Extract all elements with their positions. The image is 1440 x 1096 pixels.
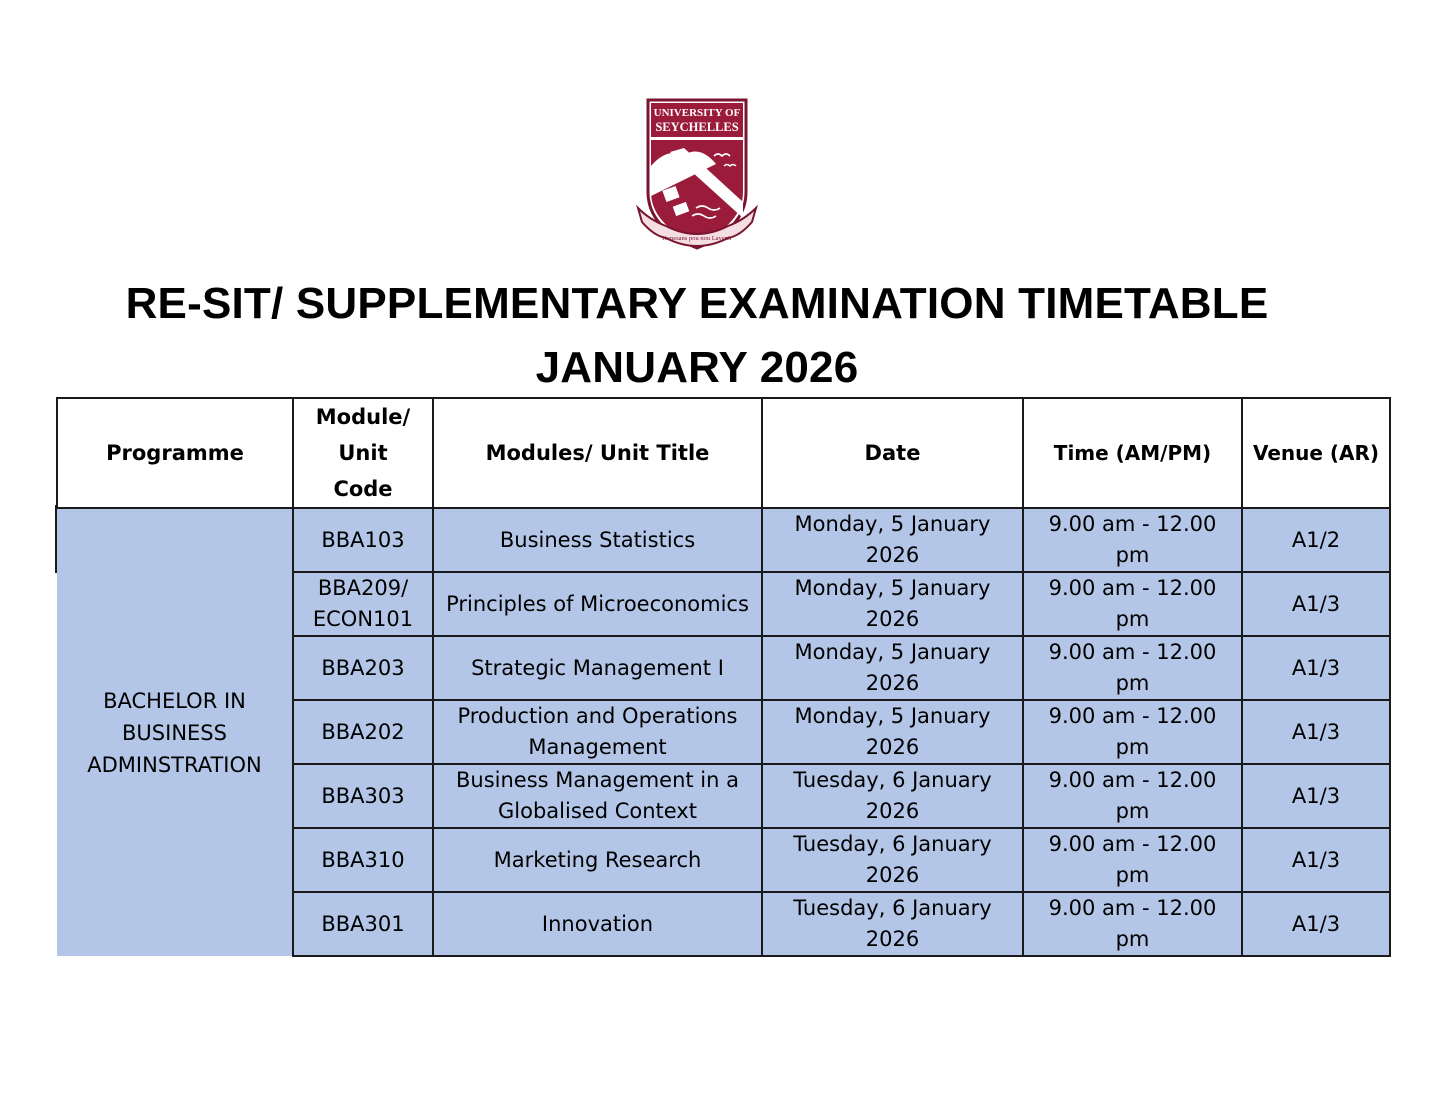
date-line-2: 2026 (865, 927, 920, 951)
programme-line-3: ADMINSTRATION (87, 752, 262, 777)
date-line-1: Tuesday, 6 January (793, 832, 992, 856)
code-line-1: BBA203 (321, 655, 405, 680)
date-line-1: Tuesday, 6 January (793, 896, 992, 920)
title-cell (433, 700, 762, 764)
venue-cell: A1/3 (1242, 764, 1390, 828)
programme-line-2: BUSINESS (122, 720, 227, 745)
time-cell (1023, 572, 1242, 636)
code-line-1: BBA209/ (317, 576, 409, 600)
date-line-1: Monday, 5 January (794, 576, 991, 600)
code-cell (293, 892, 433, 956)
title-cell (433, 764, 762, 828)
date-line-2: 2026 (865, 671, 920, 695)
programme-line-1: BACHELOR IN (103, 688, 246, 713)
header-programme: Programme (57, 398, 293, 508)
date-line-1: Monday, 5 January (794, 640, 991, 664)
code-cell (293, 828, 433, 892)
header-date: Date (762, 398, 1023, 508)
time-cell (1023, 828, 1242, 892)
time-line-2: pm (1115, 735, 1150, 759)
venue-cell: A1/3 (1242, 636, 1390, 700)
time-cell (1023, 508, 1242, 572)
title-line-1: Business Statistics (499, 527, 696, 552)
date-cell (762, 572, 1023, 636)
time-line-2: pm (1115, 543, 1150, 567)
code-line-2: ECON101 (312, 607, 414, 631)
title-line-1: Strategic Management I (471, 655, 724, 680)
crest-icon (636, 96, 758, 256)
date-cell (762, 764, 1023, 828)
code-line-1: BBA301 (321, 911, 405, 936)
code-cell (293, 636, 433, 700)
logo-motto: Konesans pou nou Lavenir (662, 235, 732, 242)
date-line-1: Monday, 5 January (794, 704, 991, 728)
time-line-1: 9.00 am - 12.00 (1048, 704, 1217, 728)
date-line-1: Monday, 5 January (794, 512, 991, 536)
title-cell (433, 892, 762, 956)
time-line-1: 9.00 am - 12.00 (1048, 640, 1217, 664)
date-cell (762, 636, 1023, 700)
venue-cell: A1/3 (1242, 572, 1390, 636)
header-code-line-3: Code (333, 477, 393, 501)
page-subtitle-month: JANUARY 2026 (535, 343, 859, 392)
date-cell (762, 892, 1023, 956)
code-cell (293, 572, 433, 636)
title-line-1: Marketing Research (493, 847, 702, 872)
time-line-1: 9.00 am - 12.00 (1048, 832, 1217, 856)
header-code (293, 398, 433, 508)
time-cell (1023, 892, 1242, 956)
page-title: RE-SIT/ SUPPLEMENTARY EXAMINATION TIMETABLE (125, 279, 1269, 328)
venue-cell: A1/3 (1242, 828, 1390, 892)
date-line-2: 2026 (865, 735, 920, 759)
code-cell (293, 508, 433, 572)
table-row (57, 508, 1390, 572)
code-cell (293, 764, 433, 828)
venue-cell: A1/2 (1242, 508, 1390, 572)
programme-cell (57, 508, 293, 956)
title-cell (433, 636, 762, 700)
title-line-2: Management (528, 735, 667, 759)
header-title: Modules/ Unit Title (433, 398, 762, 508)
code-line-1: BBA202 (321, 719, 405, 744)
title-cell (433, 828, 762, 892)
header-code-line-2: Unit (338, 441, 388, 465)
title-line-1: Innovation (541, 911, 654, 936)
title-line-1: Business Management in a (456, 768, 739, 792)
date-cell (762, 700, 1023, 764)
title-cell (433, 572, 762, 636)
code-line-1: BBA310 (321, 847, 405, 872)
date-line-2: 2026 (865, 799, 920, 823)
date-cell (762, 508, 1023, 572)
header-code-line-1: Module/ (315, 405, 411, 429)
header-venue: Venue (AR) (1242, 398, 1390, 508)
time-cell (1023, 700, 1242, 764)
date-line-1: Tuesday, 6 January (793, 768, 992, 792)
logo-line-1: UNIVERSITY OF (653, 107, 741, 119)
date-line-2: 2026 (865, 863, 920, 887)
university-crest-logo (636, 96, 758, 256)
time-line-1: 9.00 am - 12.00 (1048, 768, 1217, 792)
table-left-border (55, 505, 57, 573)
time-line-2: pm (1115, 799, 1150, 823)
time-cell (1023, 636, 1242, 700)
code-cell (293, 700, 433, 764)
time-line-1: 9.00 am - 12.00 (1048, 576, 1217, 600)
header-row (57, 398, 1390, 508)
title-line-2: Globalised Context (498, 799, 697, 823)
time-cell (1023, 764, 1242, 828)
venue-cell: A1/3 (1242, 700, 1390, 764)
code-line-1: BBA103 (321, 527, 405, 552)
time-line-2: pm (1115, 863, 1150, 887)
date-cell (762, 828, 1023, 892)
title-line-1: Production and Operations (457, 704, 738, 728)
date-line-2: 2026 (865, 607, 920, 631)
header-time: Time (AM/PM) (1023, 398, 1242, 508)
time-line-1: 9.00 am - 12.00 (1048, 512, 1217, 536)
venue-cell: A1/3 (1242, 892, 1390, 956)
date-line-2: 2026 (865, 543, 920, 567)
time-line-2: pm (1115, 671, 1150, 695)
time-line-2: pm (1115, 607, 1150, 631)
title-cell (433, 508, 762, 572)
timetable (56, 397, 1391, 957)
code-line-1: BBA303 (321, 783, 405, 808)
logo-line-2: SEYCHELLES (655, 120, 739, 134)
time-line-2: pm (1115, 927, 1150, 951)
title-line-1: Principles of Microeconomics (446, 591, 749, 616)
time-line-1: 9.00 am - 12.00 (1048, 896, 1217, 920)
